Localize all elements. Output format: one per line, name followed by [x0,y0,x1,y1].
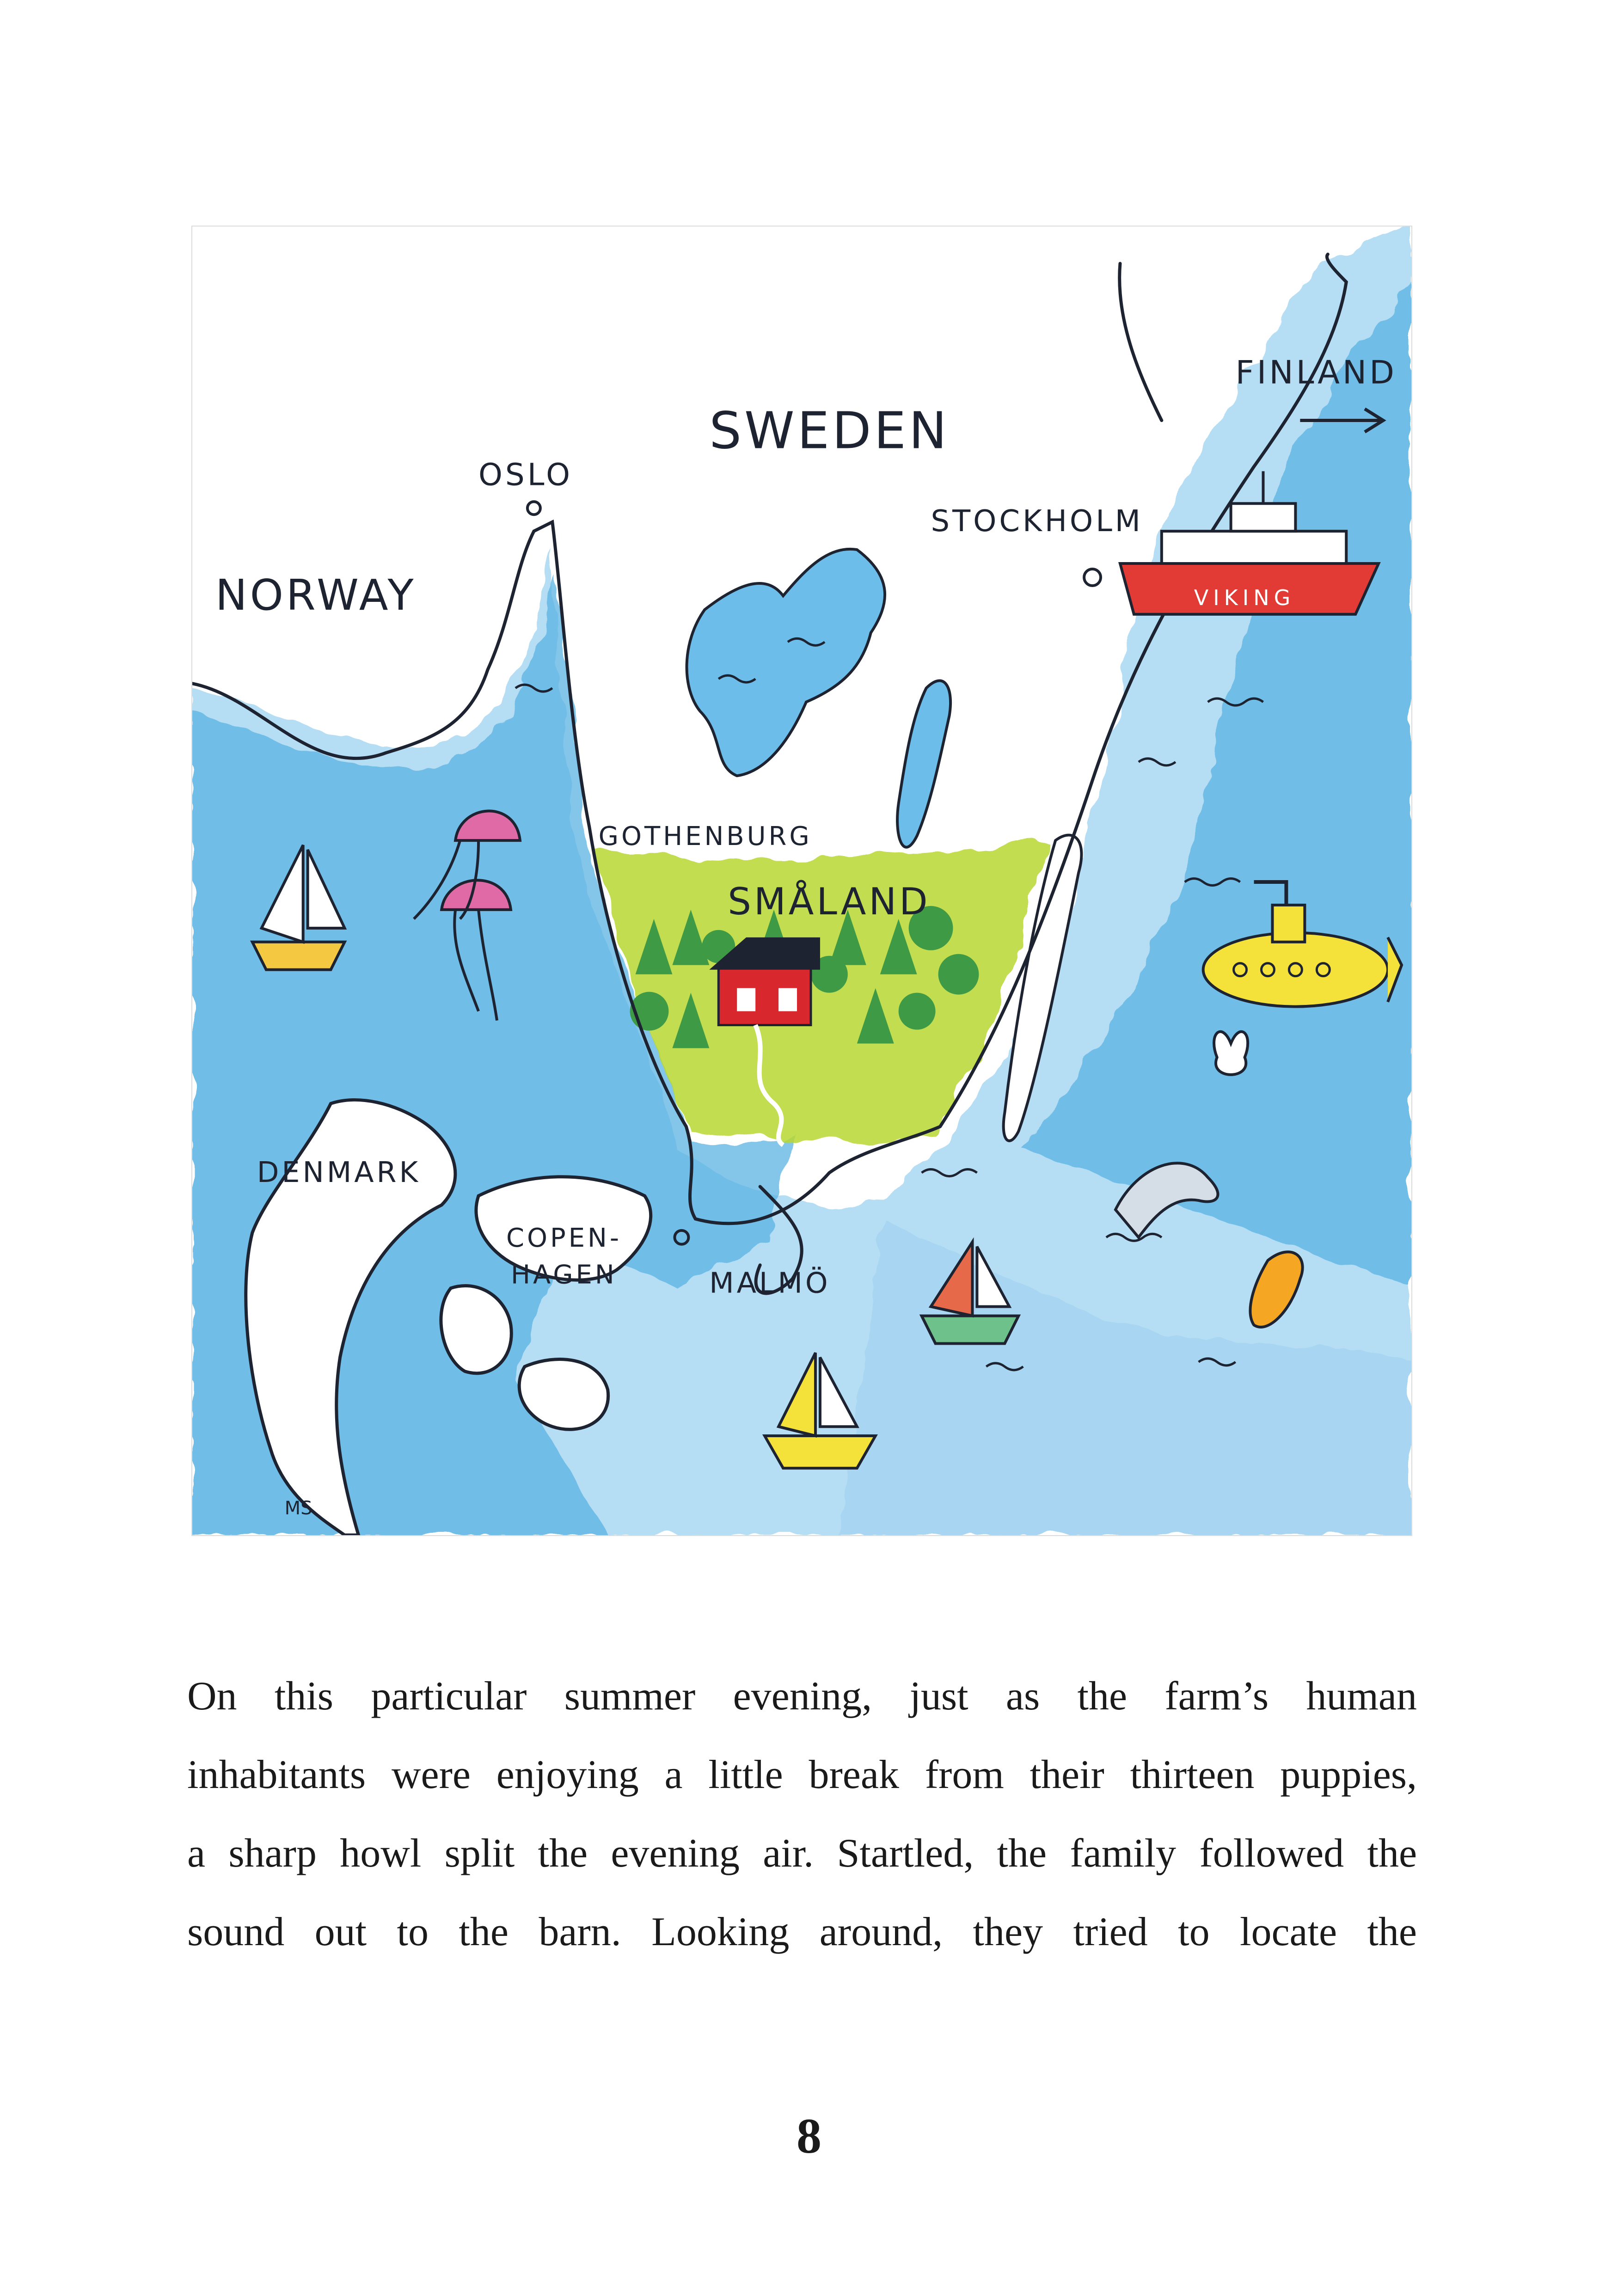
label-copenhagen-2: HAGEN [510,1260,617,1290]
body-line: a sharp howl split the evening air. Startled, the family followed the [187,1831,1417,1876]
body-line: inhabitants were enjoying a little break from their thirteen puppies, [187,1752,1417,1797]
label-gothenburg: GOTHENBURG [598,821,812,852]
label-copenhagen-1: COPEN- [506,1223,622,1253]
oslo-marker [527,502,540,514]
label-norway: NORWAY [215,570,417,620]
stockholm-marker [1084,569,1101,586]
label-stockholm: STOCKHOLM [931,504,1143,539]
label-denmark: DENMARK [257,1156,421,1189]
body-line: On this particular summer evening, just as the farm’s human [187,1674,1417,1719]
page-number: 8 [797,2109,821,2164]
map-illustration [191,226,1412,1536]
label-sweden: SWEDEN [709,401,950,460]
body-line: sound out to the barn. Looking around, they tried to locate the [187,1910,1417,1954]
label-finland: FINLAND [1235,354,1397,392]
label-malmo: MALMÖ [709,1266,831,1300]
scandinavia-map [192,227,1411,1535]
label-smaland: SMÅLAND [728,880,931,923]
label-oslo: OSLO [478,457,573,493]
body-paragraph [187,1657,1417,1971]
artist-signature: MS [284,1497,313,1519]
ship-name: VIKING [1194,585,1295,610]
